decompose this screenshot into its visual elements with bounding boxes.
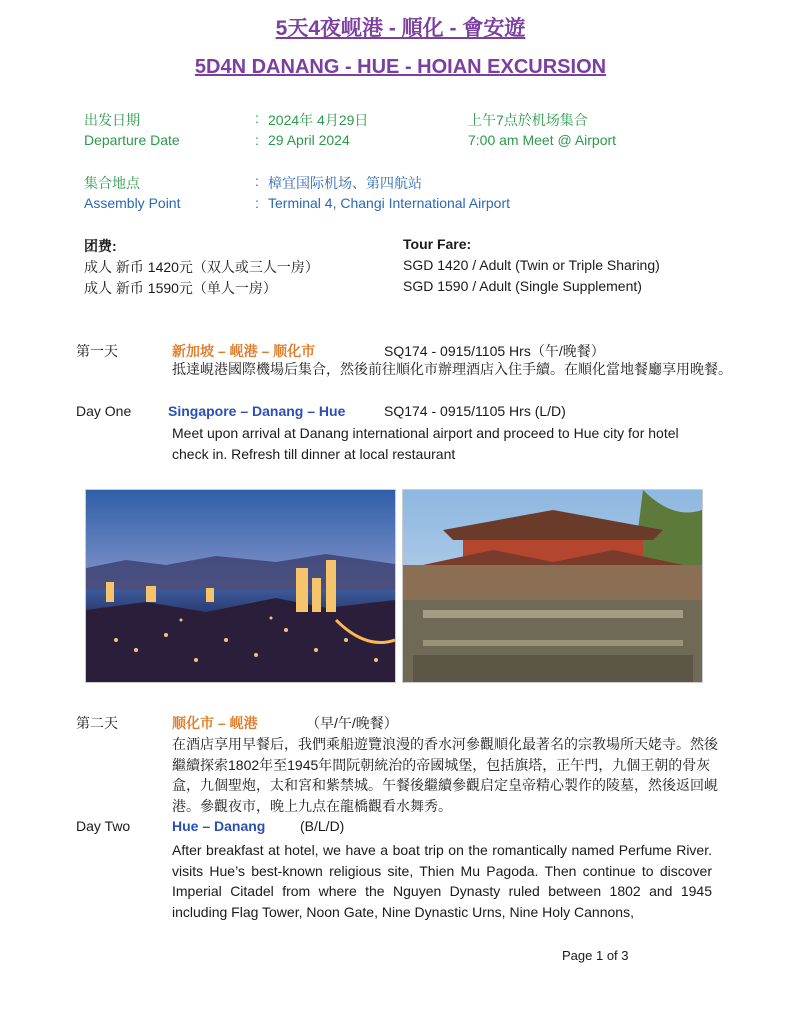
day2-description-cn: 在酒店享用早餐后，我們乘船遊覽浪漫的香水河參觀順化最著名的宗教場所天姥寺。然後繼續探索1802年至1945年間阮朝統治的帝國城堡，包括旗塔，正午門，九個王朝的骨灰盒，九個聖炮，太和宮和紫禁城。午餐後繼續參觀启定皇帝精心製作的陵墓，然後返回峴港。參觀夜市，晚上九点在龍橋觀看水舞秀。 (172, 736, 718, 814)
page-number: Page 1 of 3 (562, 948, 629, 963)
page-title-chinese: 5天4夜岘港 - 順化 - 會安遊 (275, 17, 526, 40)
danang-night-skyline-illustration (86, 490, 395, 682)
departure-date-en: 29 April 2024 (268, 132, 350, 148)
departure-label-en: Departure Date (84, 132, 180, 148)
assembly-value-cn: 樟宜国际机场、第四航站 (268, 175, 422, 191)
departure-label-cn: 出发日期 (84, 112, 140, 128)
day1-description-en: Meet upon arrival at Danang international airport and proceed to Hue city for hotel check in. Refresh till dinner at local restaurant (172, 425, 679, 462)
day1-description-cn: 抵達峴港國際機場后集合，然後前往順化市辦理酒店入住手續。在順化當地餐廳享用晚餐。 (172, 361, 732, 377)
fare-heading-en: Tour Fare: (403, 236, 472, 252)
day1-label-cn: 第一天 (76, 343, 118, 359)
day1-route-en: Singapore – Danang – Hue (168, 403, 346, 419)
day2-meals-cn: （早/午/晚餐） (306, 715, 398, 731)
day1-flight-cn: SQ174 - 0915/1105 Hrs（午/晚餐） (384, 343, 605, 359)
day2-meals-en: (B/L/D) (300, 818, 345, 834)
day2-description-en: After breakfast at hotel, we have a boat trip on the romantically named Perfume River. visits Hue’s best-known religious site, Thien Mu Pagoda. Then continue to discover Imperial Citadel from where the Nguyen Dynasty ruled between 1802 and 1945 including Flag Tower, Noon Gate, Nine Dynastic Urns, Nine Holy Cannons, (172, 842, 712, 920)
fare-heading-cn: 团费: (84, 238, 117, 254)
day2-label-cn: 第二天 (76, 715, 118, 731)
day1-label-en: Day One (76, 403, 132, 419)
danang-night-skyline-photo (85, 489, 396, 683)
fare-twin-en: SGD 1420 / Adult (Twin or Triple Sharing) (403, 257, 660, 273)
day2-route-en: Hue – Danang (172, 818, 266, 834)
fare-twin-cn: 成人 新币 1420元（双人或三人一房） (84, 259, 319, 275)
assembly-colon-cn: : (255, 173, 259, 189)
assembly-label-en: Assembly Point (84, 195, 181, 211)
departure-colon-cn: : (255, 110, 259, 126)
page-title-english: 5D4N DANANG - HUE - HOIAN EXCURSION (194, 56, 607, 78)
fare-single-cn: 成人 新币 1590元（单人一房） (84, 280, 277, 296)
day2-label-en: Day Two (76, 818, 131, 834)
departure-time-cn: 上午7点於机场集合 (468, 112, 588, 128)
departure-date-cn: 2024年 4月29日 (268, 112, 369, 128)
assembly-label-cn: 集合地点 (84, 175, 140, 191)
assembly-value-en: Terminal 4, Changi International Airport (268, 195, 511, 211)
day1-flight-en: SQ174 - 0915/1105 Hrs (L/D) (384, 403, 566, 419)
departure-time-en: 7:00 am Meet @ Airport (468, 132, 617, 148)
day1-route-cn: 新加坡 – 岘港 – 顺化市 (172, 343, 316, 359)
fare-single-en: SGD 1590 / Adult (Single Supplement) (403, 278, 642, 294)
hue-imperial-citadel-photo (402, 489, 703, 683)
day2-route-cn: 顺化市 – 岘港 (172, 715, 258, 731)
hue-citadel-illustration (403, 490, 702, 682)
departure-colon-en: : (255, 132, 259, 148)
assembly-colon-en: : (255, 195, 259, 211)
